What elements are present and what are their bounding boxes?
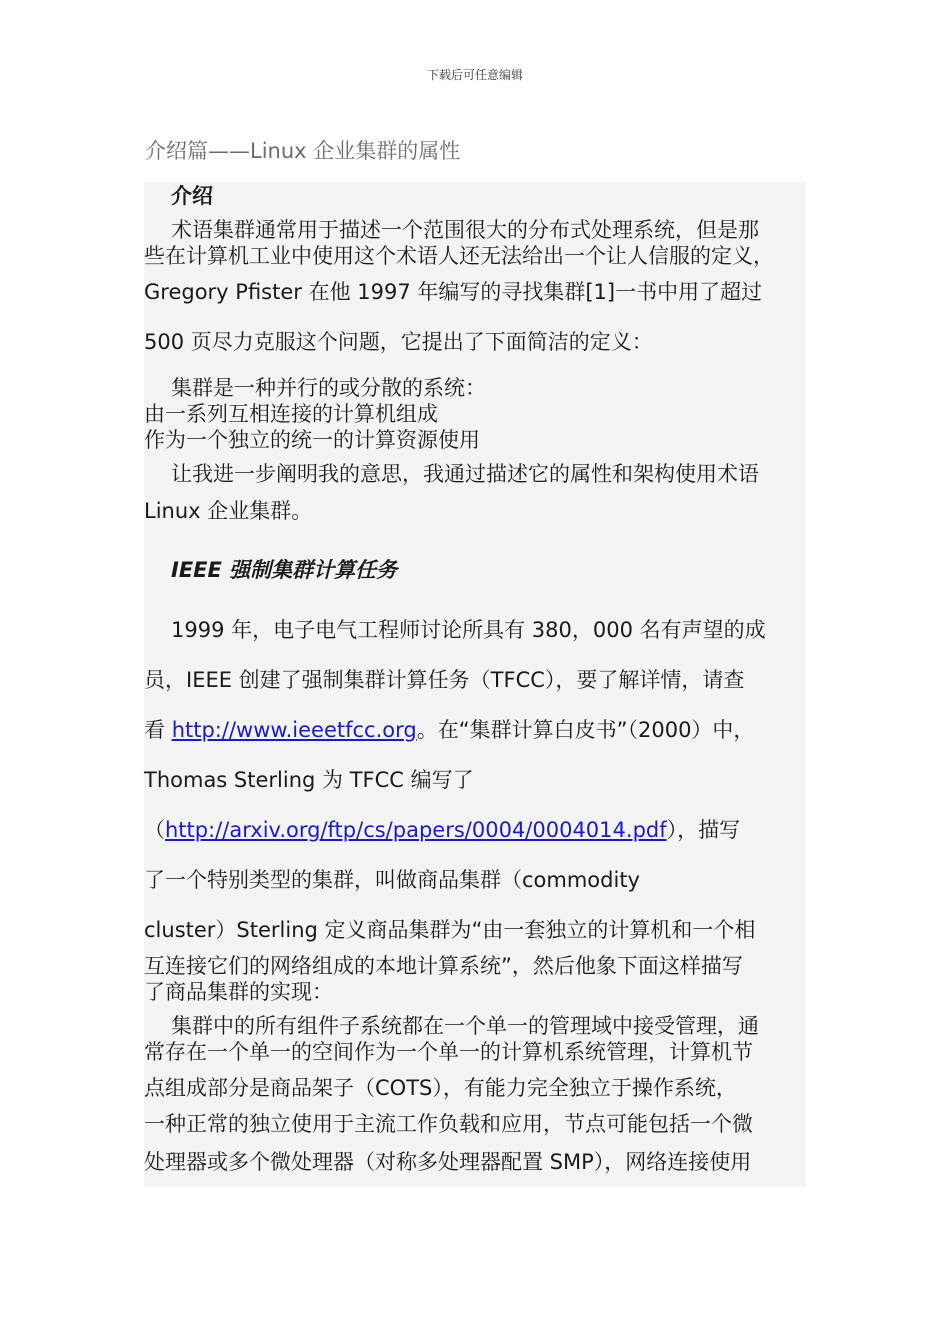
text-line xyxy=(144,816,740,844)
hyperlink[interactable]: http://www.ieeetfcc.org xyxy=(171,718,417,742)
text-line xyxy=(144,1038,753,1066)
text-span: 了商品集群的实现： xyxy=(144,980,333,1004)
section-heading xyxy=(171,556,397,584)
text-line xyxy=(171,1012,759,1040)
text-span: cluster）Sterling 定义商品集群为“由一套独立的计算机和一个相 xyxy=(144,918,756,942)
text-span: 。在“集群计算白皮书”（2000）中， xyxy=(416,718,755,742)
text-span: 常存在一个单一的空间作为一个单一的计算机系统管理，计算机节 xyxy=(144,1040,753,1064)
text-line xyxy=(144,766,474,794)
text-line xyxy=(171,374,486,402)
text-span: IEEE 强制集群计算任务 xyxy=(171,558,398,582)
text-line xyxy=(144,1148,751,1176)
text-line xyxy=(144,866,640,894)
text-span: Linux 企业集群。 xyxy=(144,499,313,523)
text-span: 互连接它们的网络组成的本地计算系统”，然后他象下面这样描写 xyxy=(144,954,743,978)
text-line xyxy=(171,616,766,644)
section-heading xyxy=(171,182,213,210)
text-span: 处理器或多个微处理器（对称多处理器配置 SMP），网络连接使用 xyxy=(144,1150,752,1174)
text-line xyxy=(144,278,762,306)
text-span: 由一系列互相连接的计算机组成 xyxy=(144,402,438,426)
text-span: 作为一个独立的统一的计算资源使用 xyxy=(144,428,480,452)
text-line xyxy=(144,952,743,980)
text-line xyxy=(144,1110,753,1138)
text-line xyxy=(144,242,774,270)
text-line xyxy=(144,716,754,744)
text-line xyxy=(171,216,759,244)
text-span: ），描写 xyxy=(666,818,741,842)
text-span: 集群中的所有组件子系统都在一个单一的管理域中接受管理，通 xyxy=(171,1014,759,1038)
text-line xyxy=(144,328,653,356)
text-span: 一种正常的独立使用于主流工作负载和应用，节点可能包括一个微 xyxy=(144,1112,753,1136)
text-span: 术语集群通常用于描述一个范围很大的分布式处理系统，但是那 xyxy=(171,218,759,242)
text-line xyxy=(171,460,759,488)
text-span: 1999 年，电子电气工程师讨论所具有 380，000 名有声望的成 xyxy=(171,618,766,642)
text-span: Gregory Pfister 在他 1997 年编写的寻找集群[1]一书中用了超过 xyxy=(144,280,763,304)
text-line xyxy=(144,978,333,1006)
text-line xyxy=(144,400,438,428)
text-line xyxy=(144,666,744,694)
hyperlink[interactable]: http://arxiv.org/ftp/cs/papers/0004/0004014.pdf xyxy=(165,818,667,842)
content-panel xyxy=(144,182,806,1187)
text-span: 员，IEEE 创建了强制集群计算任务（TFCC），要了解详情，请查 xyxy=(144,668,745,692)
text-line xyxy=(144,497,312,525)
text-span: Thomas Sterling 为 TFCC 编写了 xyxy=(144,768,474,792)
text-span: （ xyxy=(144,818,165,842)
text-span: 点组成部分是商品架子（COTS），有能力完全独立于操作系统， xyxy=(144,1076,737,1100)
text-span: 集群是一种并行的或分散的系统： xyxy=(171,376,486,400)
text-span: 了一个特别类型的集群，叫做商品集群（commodity xyxy=(144,868,640,892)
text-span: 让我进一步阐明我的意思，我通过描述它的属性和架构使用术语 xyxy=(171,462,759,486)
text-span: 看 xyxy=(144,718,172,742)
text-line xyxy=(144,916,755,944)
page-header: 下载后可任意编辑 xyxy=(426,68,523,82)
text-span: 介绍 xyxy=(171,184,213,208)
text-span: 500 页尽力克服这个问题，它提出了下面简洁的定义： xyxy=(144,330,653,354)
text-line xyxy=(144,426,480,454)
text-span: 些在计算机工业中使用这个术语人还无法给出一个让人信服的定义， xyxy=(144,244,774,268)
text-line xyxy=(144,1074,737,1102)
page-title: 介绍篇——Linux 企业集群的属性 xyxy=(145,139,461,163)
